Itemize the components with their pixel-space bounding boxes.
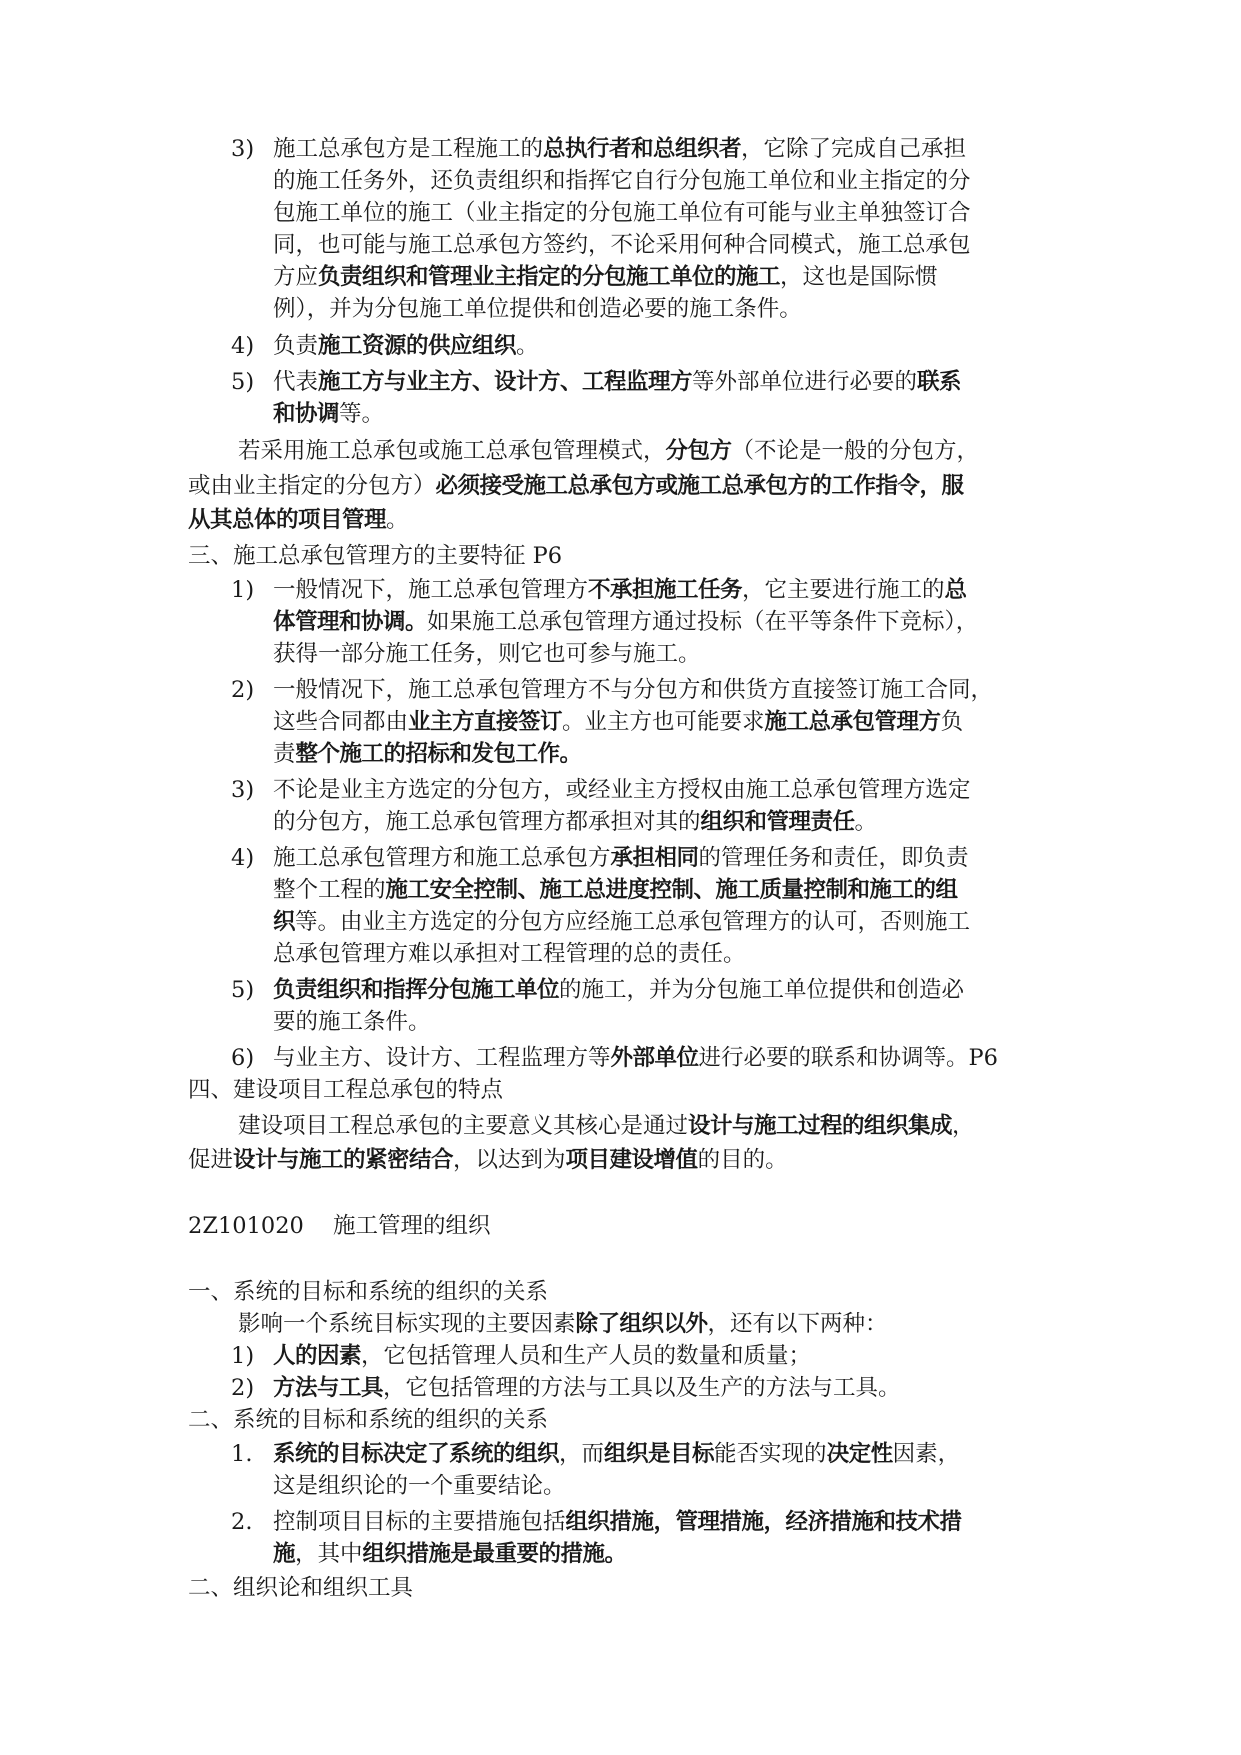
text-line: 施，其中组织措施是最重要的措施。 (273, 1541, 627, 1567)
list-marker: 5) (231, 369, 255, 395)
text-line: 从其总体的项目管理。 (188, 507, 409, 533)
text-line: 施工总承包方是工程施工的总执行者和总组织者，它除了完成自己承担 (273, 136, 967, 162)
list-marker: 1. (231, 1441, 253, 1467)
text-line: 施工总承包管理方和施工总承包方承担相同的管理任务和责任，即负责 (273, 845, 969, 871)
text-line: 代表施工方与业主方、设计方、工程监理方等外部单位进行必要的联系 (273, 369, 962, 395)
text-line: 方应负责组织和管理业主指定的分包施工单位的施工，这也是国际惯 (273, 264, 938, 290)
section-heading: 二、系统的目标和系统的组织的关系 (188, 1407, 549, 1433)
list-marker: 1) (231, 1343, 255, 1369)
text-line: 与业主方、设计方、工程监理方等外部单位进行必要的联系和协调等。P6 (273, 1045, 998, 1071)
text-line: 控制项目目标的主要措施包括组织措施，管理措施，经济措施和技术措 (273, 1509, 962, 1535)
text-line: 一般情况下，施工总承包管理方不承担施工任务，它主要进行施工的总 (273, 577, 967, 603)
text-line: 例），并为分包施工单位提供和创造必要的施工条件。 (273, 296, 802, 322)
section-heading: 一、系统的目标和系统的组织的关系 (188, 1279, 549, 1305)
text-line: 不论是业主方选定的分包方，或经业主方授权由施工总承包管理方选定 (273, 777, 971, 803)
list-marker: 3) (231, 777, 255, 803)
text-line: 和协调等。 (273, 401, 385, 427)
text-line: 包施工单位的施工（业主指定的分包施工单位有可能与业主单独签订合 (273, 200, 971, 226)
list-marker: 2) (231, 1375, 255, 1401)
list-marker: 2. (231, 1509, 253, 1535)
section-title: 施工管理的组织 (333, 1213, 491, 1239)
section-heading: 二、组织论和组织工具 (188, 1575, 414, 1601)
text-line: 同，也可能与施工总承包方签约，不论采用何种合同模式，施工总承包 (273, 232, 971, 258)
list-marker: 3) (231, 136, 255, 162)
list-marker: 4) (231, 333, 255, 359)
text-line: 负责施工资源的供应组织。 (273, 333, 539, 359)
text-line: 负责组织和指挥分包施工单位的施工，并为分包施工单位提供和创造必 (273, 977, 965, 1003)
text-line: 系统的目标决定了系统的组织，而组织是目标能否实现的决定性因素， (273, 1441, 961, 1467)
text-line: 促进设计与施工的紧密结合，以达到为项目建设增值的目的。 (188, 1147, 788, 1173)
text-line: 若采用施工总承包或施工总承包管理模式，分包方（不论是一般的分包方， (238, 438, 980, 464)
text-line: 这是组织论的一个重要结论。 (273, 1473, 566, 1499)
list-marker: 6) (231, 1045, 255, 1071)
list-marker: 1) (231, 577, 255, 603)
text-line: 整个工程的施工安全控制、施工总进度控制、施工质量控制和施工的组 (273, 877, 958, 903)
text-line: 或由业主指定的分包方）必须接受施工总承包方或施工总承包方的工作指令，服 (188, 473, 964, 499)
text-line: 获得一部分施工任务，则它也可参与施工。 (273, 641, 701, 667)
text-line: 方法与工具，它包括管理的方法与工具以及生产的方法与工具。 (273, 1375, 901, 1401)
section-code: 2Z101020 (188, 1213, 304, 1239)
text-line: 责整个施工的招标和发包工作。 (273, 741, 582, 767)
text-line: 一般情况下，施工总承包管理方不与分包方和供货方直接签订施工合同， (273, 677, 994, 703)
list-marker: 2) (231, 677, 255, 703)
text-line: 建设项目工程总承包的主要意义其核心是通过设计与施工过程的组织集成， (238, 1113, 975, 1139)
text-line: 影响一个系统目标实现的主要因素除了组织以外，还有以下两种： (238, 1311, 888, 1337)
text-line: 要的施工条件。 (273, 1009, 431, 1035)
text-line: 织等。由业主方选定的分包方应经施工总承包管理方的认可，否则施工 (273, 909, 971, 935)
text-line: 的分包方，施工总承包管理方都承担对其的组织和管理责任。 (273, 809, 878, 835)
list-marker: 5) (231, 977, 255, 1003)
text-line: 总承包管理方难以承担对工程管理的总的责任。 (273, 941, 746, 967)
section-heading: 四、建设项目工程总承包的特点 (188, 1077, 504, 1103)
section-heading: 三、施工总承包管理方的主要特征 P6 (188, 543, 563, 569)
list-marker: 4) (231, 845, 255, 871)
text-line: 人的因素，它包括管理人员和生产人员的数量和质量； (273, 1343, 812, 1369)
text-line: 这些合同都由业主方直接签订。业主方也可能要求施工总承包管理方负 (273, 709, 964, 735)
text-line: 的施工任务外，还负责组织和指挥它自行分包施工单位和业主指定的分 (273, 168, 971, 194)
text-line: 体管理和协调。如果施工总承包管理方通过投标（在平等条件下竞标）， (273, 609, 979, 635)
